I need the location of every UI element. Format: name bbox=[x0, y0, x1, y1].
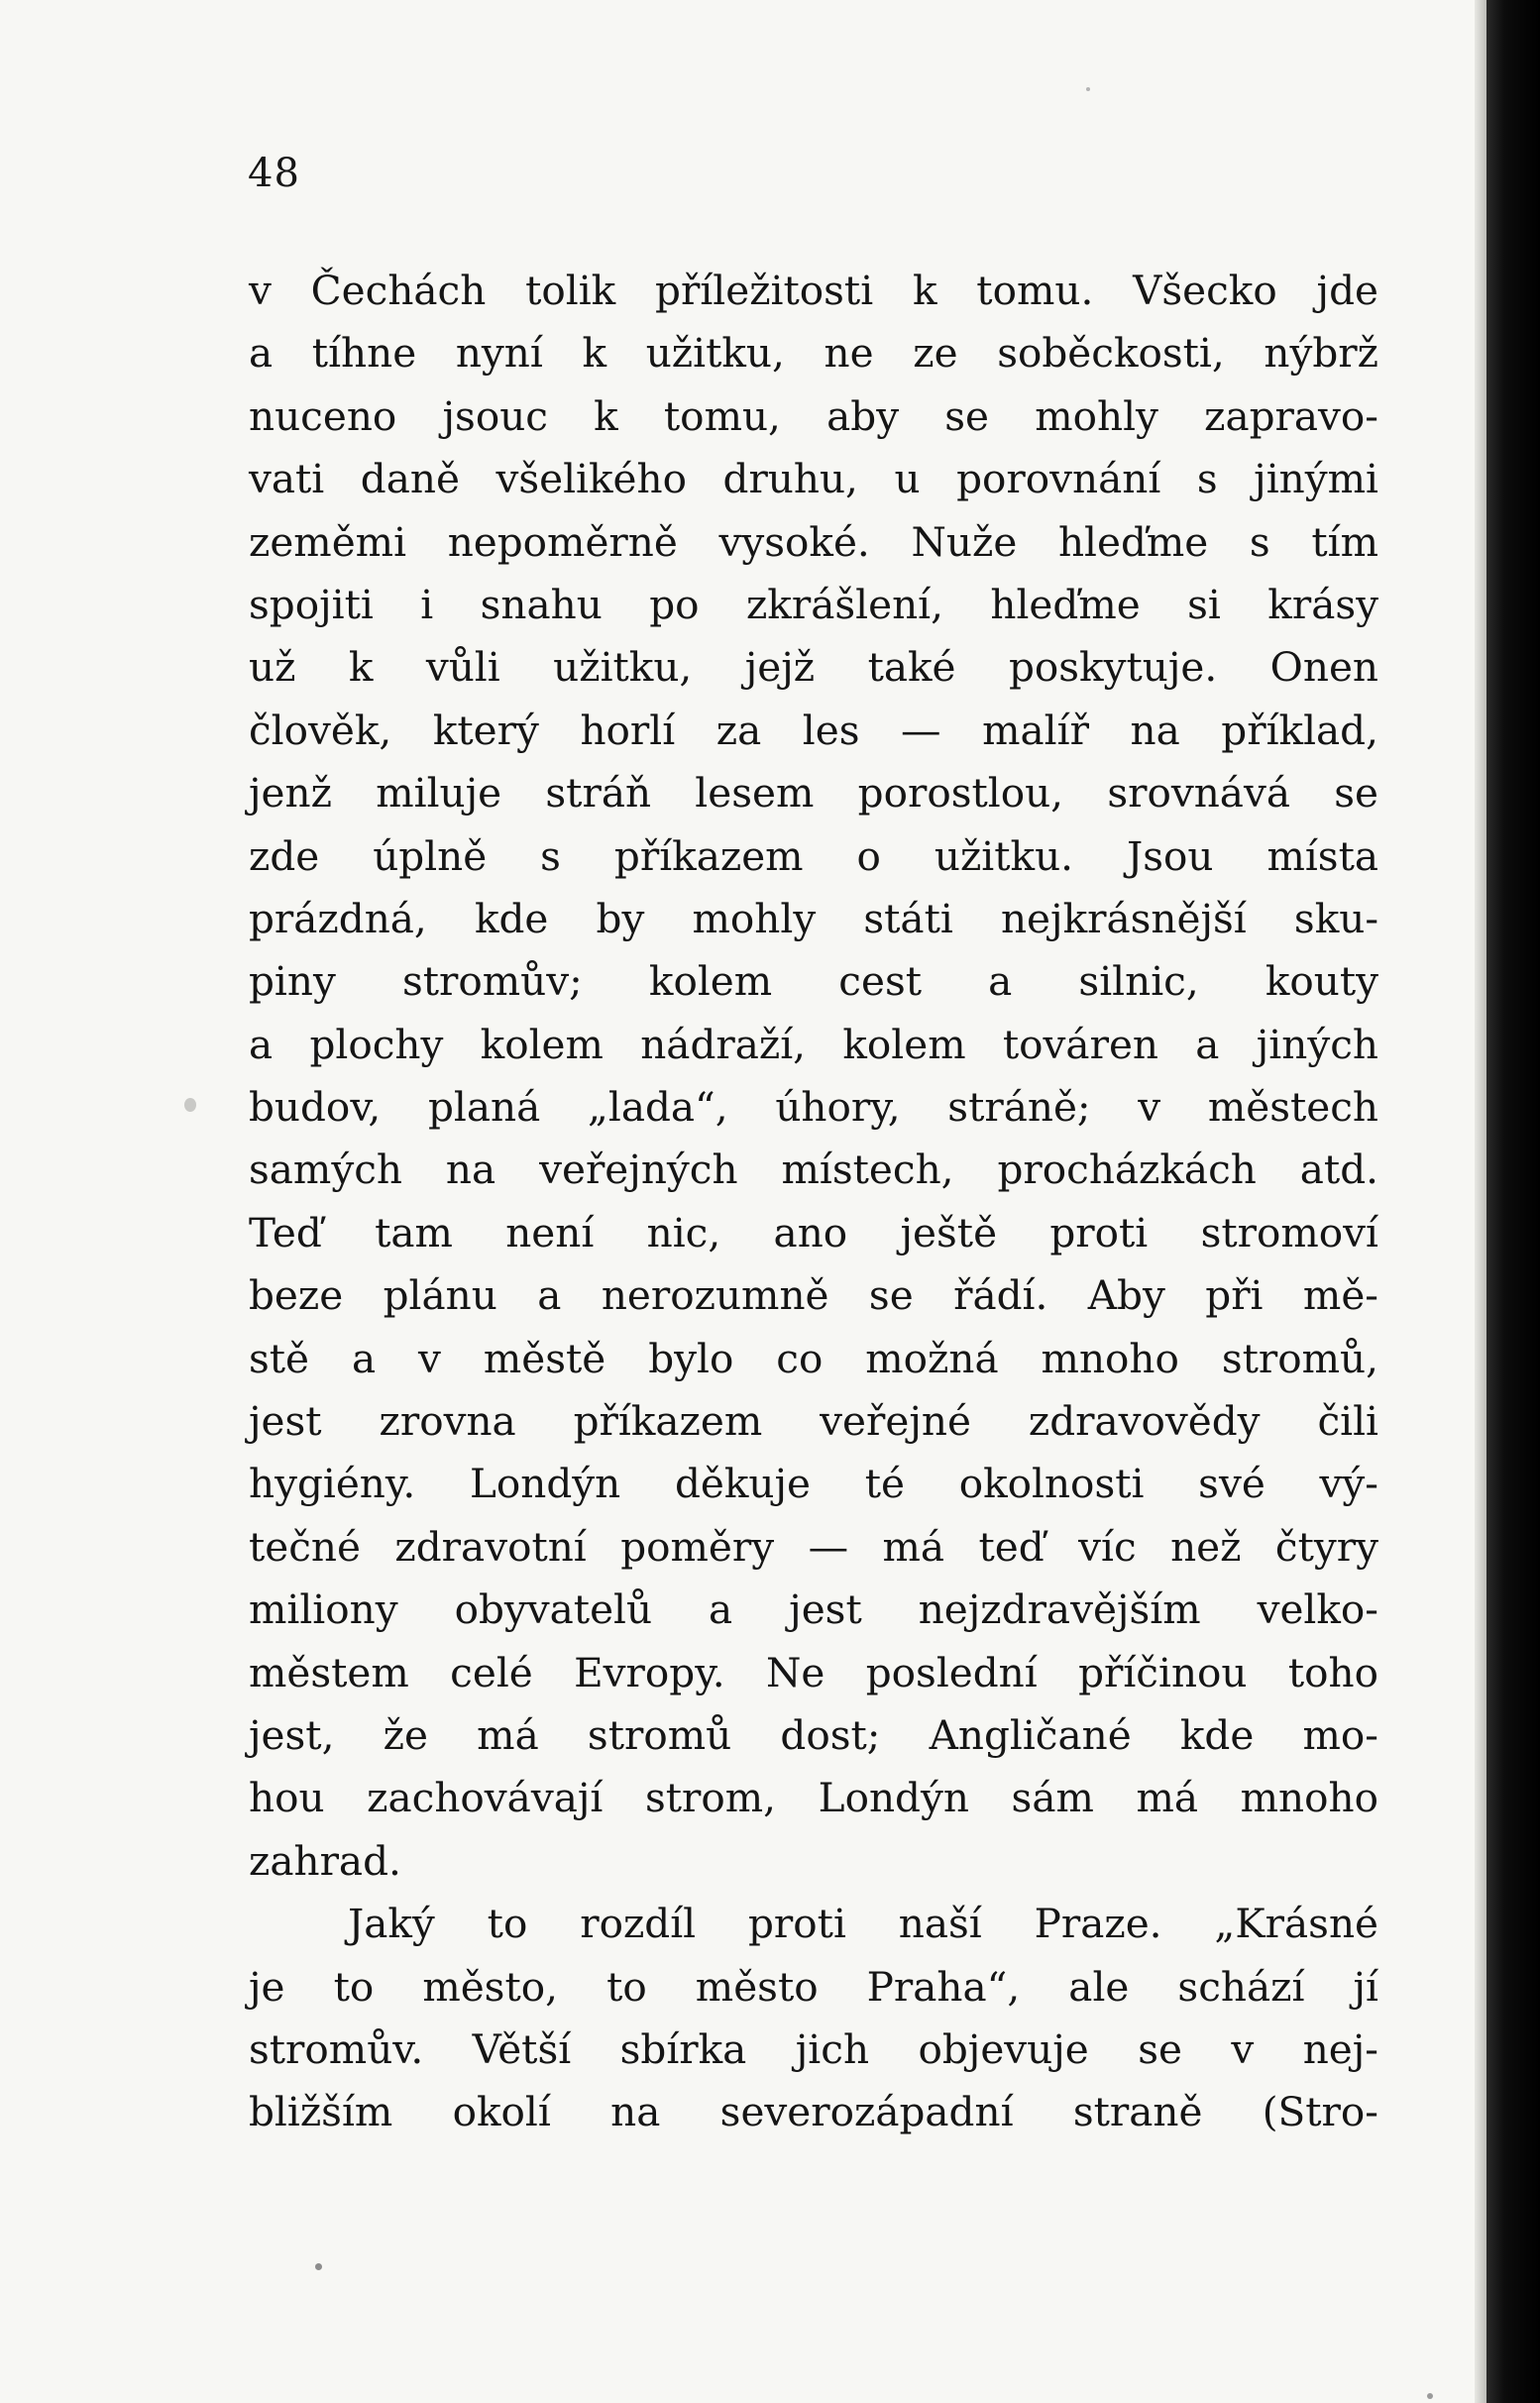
text-line: beze plánu a nerozumně se řádí. Aby při mě- bbox=[249, 1271, 1378, 1320]
text-line: a plochy kolem nádraží, kolem továren a jiných bbox=[249, 1020, 1378, 1068]
text-line: už k vůli užitku, jejž také poskytuje. Onen bbox=[249, 643, 1378, 692]
text-line: je to město, to město Praha“, ale schází jí bbox=[249, 1962, 1378, 2011]
text-line: miliony obyvatelů a jest nejzdravějším velko- bbox=[249, 1585, 1378, 1634]
text-line: samých na veřejných místech, procházkách atd. bbox=[249, 1146, 1378, 1194]
text-line: nuceno jsouc k tomu, aby se mohly zapravo- bbox=[249, 391, 1378, 440]
text-line: zeměmi nepoměrně vysoké. Nuže hleďme s tím bbox=[249, 517, 1378, 566]
text-line: piny stromův; kolem cest a silnic, kouty bbox=[249, 957, 1378, 1006]
page-edge-shadow bbox=[1475, 0, 1486, 2403]
text-line: hou zachovávají strom, Londýn sám má mnoho bbox=[249, 1774, 1378, 1822]
text-line: člověk, který horlí za les — malíř na příklad, bbox=[249, 706, 1378, 754]
book-spine-edge bbox=[1486, 0, 1540, 2403]
paper-speck bbox=[1086, 87, 1090, 91]
paper-speck bbox=[1427, 2393, 1433, 2399]
paper-speck bbox=[315, 2263, 322, 2270]
text-line: budov, planá „lada“, úhory, stráně; v městech bbox=[249, 1083, 1378, 1132]
text-line: bližším okolí na severozápadní straně (Stro- bbox=[249, 2088, 1378, 2136]
page-number: 48 bbox=[248, 151, 300, 196]
text-line: hygiény. Londýn děkuje té okolnosti své vý- bbox=[249, 1460, 1378, 1508]
text-line: jest zrovna příkazem veřejné zdravovědy čili bbox=[249, 1397, 1378, 1446]
text-line: jest, že má stromů dost; Angličané kde mo- bbox=[249, 1710, 1378, 1759]
text-line: zde úplně s příkazem o užitku. Jsou místa bbox=[249, 831, 1378, 880]
text-line: Jaký to rozdíl proti naší Praze. „Krásné bbox=[348, 1900, 1378, 1948]
text-line: prázdná, kde by mohly státi nejkrásnější sku- bbox=[249, 894, 1378, 942]
text-line: tečné zdravotní poměry — má teď víc než čtyry bbox=[249, 1522, 1378, 1571]
text-line: zahrad. bbox=[249, 1836, 401, 1885]
body-text bbox=[249, 260, 1378, 2144]
text-line: a tíhne nyní k užitku, ne ze soběckosti, nýbrž bbox=[249, 329, 1378, 378]
paper-speck bbox=[184, 1098, 196, 1112]
text-line: stromův. Větší sbírka jich objevuje se v nej- bbox=[249, 2024, 1378, 2073]
text-line: v Čechách tolik příležitosti k tomu. Všecko jde bbox=[249, 267, 1378, 314]
text-line: vati daně všelikého druhu, u porovnání s jinými bbox=[249, 455, 1378, 503]
text-line: stě a v městě bylo co možná mnoho stromů, bbox=[249, 1334, 1378, 1382]
text-line: městem celé Evropy. Ne poslední příčinou toho bbox=[249, 1648, 1378, 1696]
text-line: jenž miluje stráň lesem porostlou, srovnává se bbox=[249, 769, 1378, 818]
text-line: spojiti i snahu po zkrášlení, hleďme si krásy bbox=[249, 580, 1378, 628]
text-line: Teď tam není nic, ano ještě proti stromoví bbox=[249, 1208, 1378, 1256]
